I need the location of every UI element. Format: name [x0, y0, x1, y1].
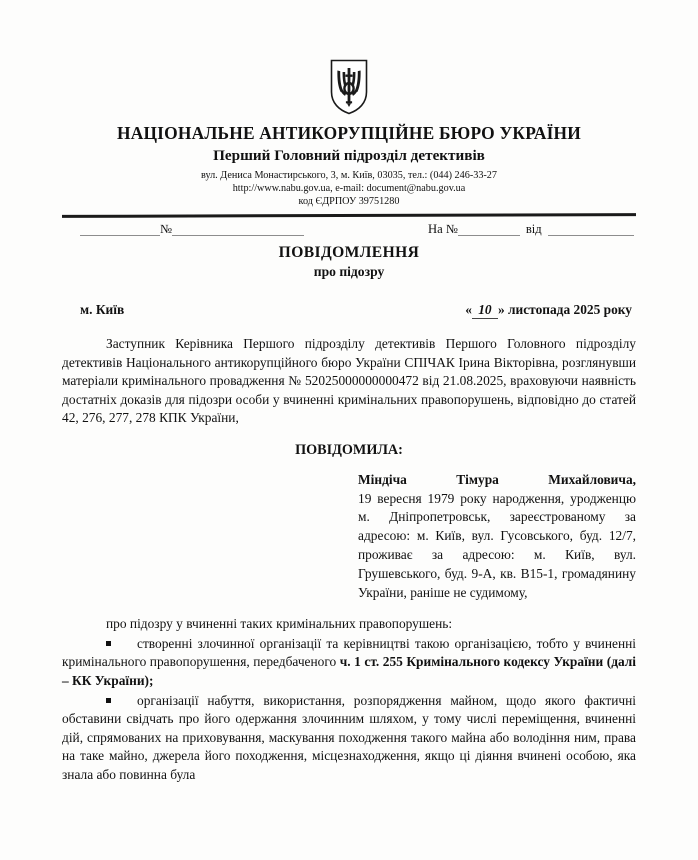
number-label: № — [160, 222, 173, 236]
page-subtitle: про підозру — [313, 264, 385, 280]
place-date-row — [62, 302, 636, 319]
list-item — [62, 635, 636, 691]
suspect-name: Міндіча Тімура Михайловича, — [358, 471, 636, 487]
department-title: Перший Головний підрозділ детективів — [213, 147, 485, 164]
address-line-web: http://www.nabu.gov.ua, e-mail: document@nabu.gov.ua — [232, 183, 466, 195]
suspect-details: 19 вересня 1979 року народження, уродженцю м. Дніпропетровськ, зареєстрованому за адресою: м. Київ, вул. Гусовського, буд. 12/7, проживає за адресою: м. Київ, вул. Грушевського, буд. 9-А, кв. В15-1, громадянину України, раніше не судимому, — [358, 490, 636, 600]
incoming-number-blank[interactable] — [458, 222, 520, 236]
incoming-number-label: На № — [428, 222, 458, 236]
intro-paragraph: Заступник Керівника Першого підрозділу детективів Першого Головного підрозділу детективів Національного антикорупційного бюро України СПІЧАК Ірина Вікторівна, розглянувши матеріали кримінального провадження № 52025000000000472 від 21.08.2025, враховуючи наявність достатніх доказів для підозри особи у вчиненні кримінальних правопорушень, відповідно до статей 42, 276, 277, 278 КПК України, — [62, 336, 636, 426]
list-item-text: організації набуття, використання, розпорядження майном, щодо якого фактичні обставини свідчать про його одержання злочинним шляхом, у тому числі переміщення, вчиненні дій, спрямованих на приховування, маскування походження такого майна або володіння ним, права на таке майно, джерела його походження, місцезнаходження, якщо ці діяння вчинені особою, яка знала або повинна була — [62, 692, 636, 782]
emblem-container — [62, 0, 636, 116]
address-line-edrpou: код ЄДРПОУ 39751280 — [298, 196, 400, 208]
document-content — [62, 0, 636, 784]
list-item-bold-text: ч. 1 ст. 255 Кримінального кодексу України (далі – КК України); — [62, 654, 637, 688]
bullet-square-icon — [106, 698, 111, 703]
page-title: ПОВІДОМЛЕННЯ — [278, 244, 420, 262]
outgoing-number-blank-right[interactable] — [172, 222, 304, 236]
date-quote-close: » — [497, 302, 505, 318]
date-of-issue — [465, 302, 636, 319]
bullet-square-icon — [106, 641, 111, 646]
form-fields-row — [62, 222, 636, 244]
date-label: від — [525, 222, 542, 236]
list-item-text: створенні злочинної організації та керівництві такою організацією, тобто у вчиненні кримінального правопорушення, передбаченого — [62, 635, 636, 670]
date-month-year: листопада 2025 року — [508, 302, 632, 318]
header-divider — [62, 213, 636, 218]
date-quote-open: « — [465, 302, 472, 318]
incoming-number-field[interactable] — [428, 222, 634, 236]
suspicion-lead: про підозру у вчиненні таких кримінальних правопорушень: — [106, 616, 453, 632]
suspect-block — [358, 471, 636, 602]
incoming-date-blank[interactable] — [548, 222, 634, 236]
date-day-value: 10 — [472, 302, 498, 319]
outgoing-number-blank-left[interactable] — [80, 222, 160, 236]
address-line-street: вул. Дениса Монастирського, 3, м. Київ, 03035, тел.: (044) 246-33-27 — [200, 170, 497, 181]
ukraine-trident-coat-of-arms-icon — [329, 58, 369, 116]
organization-title: НАЦІОНАЛЬНЕ АНТИКОРУПЦІЙНЕ БЮРО УКРАЇНИ — [116, 123, 582, 143]
list-item — [62, 692, 636, 785]
place-of-issue: м. Київ — [80, 302, 125, 318]
outgoing-number-field[interactable] — [80, 222, 304, 236]
notified-heading: ПОВІДОМИЛА: — [295, 441, 403, 458]
organization-address — [62, 169, 636, 208]
